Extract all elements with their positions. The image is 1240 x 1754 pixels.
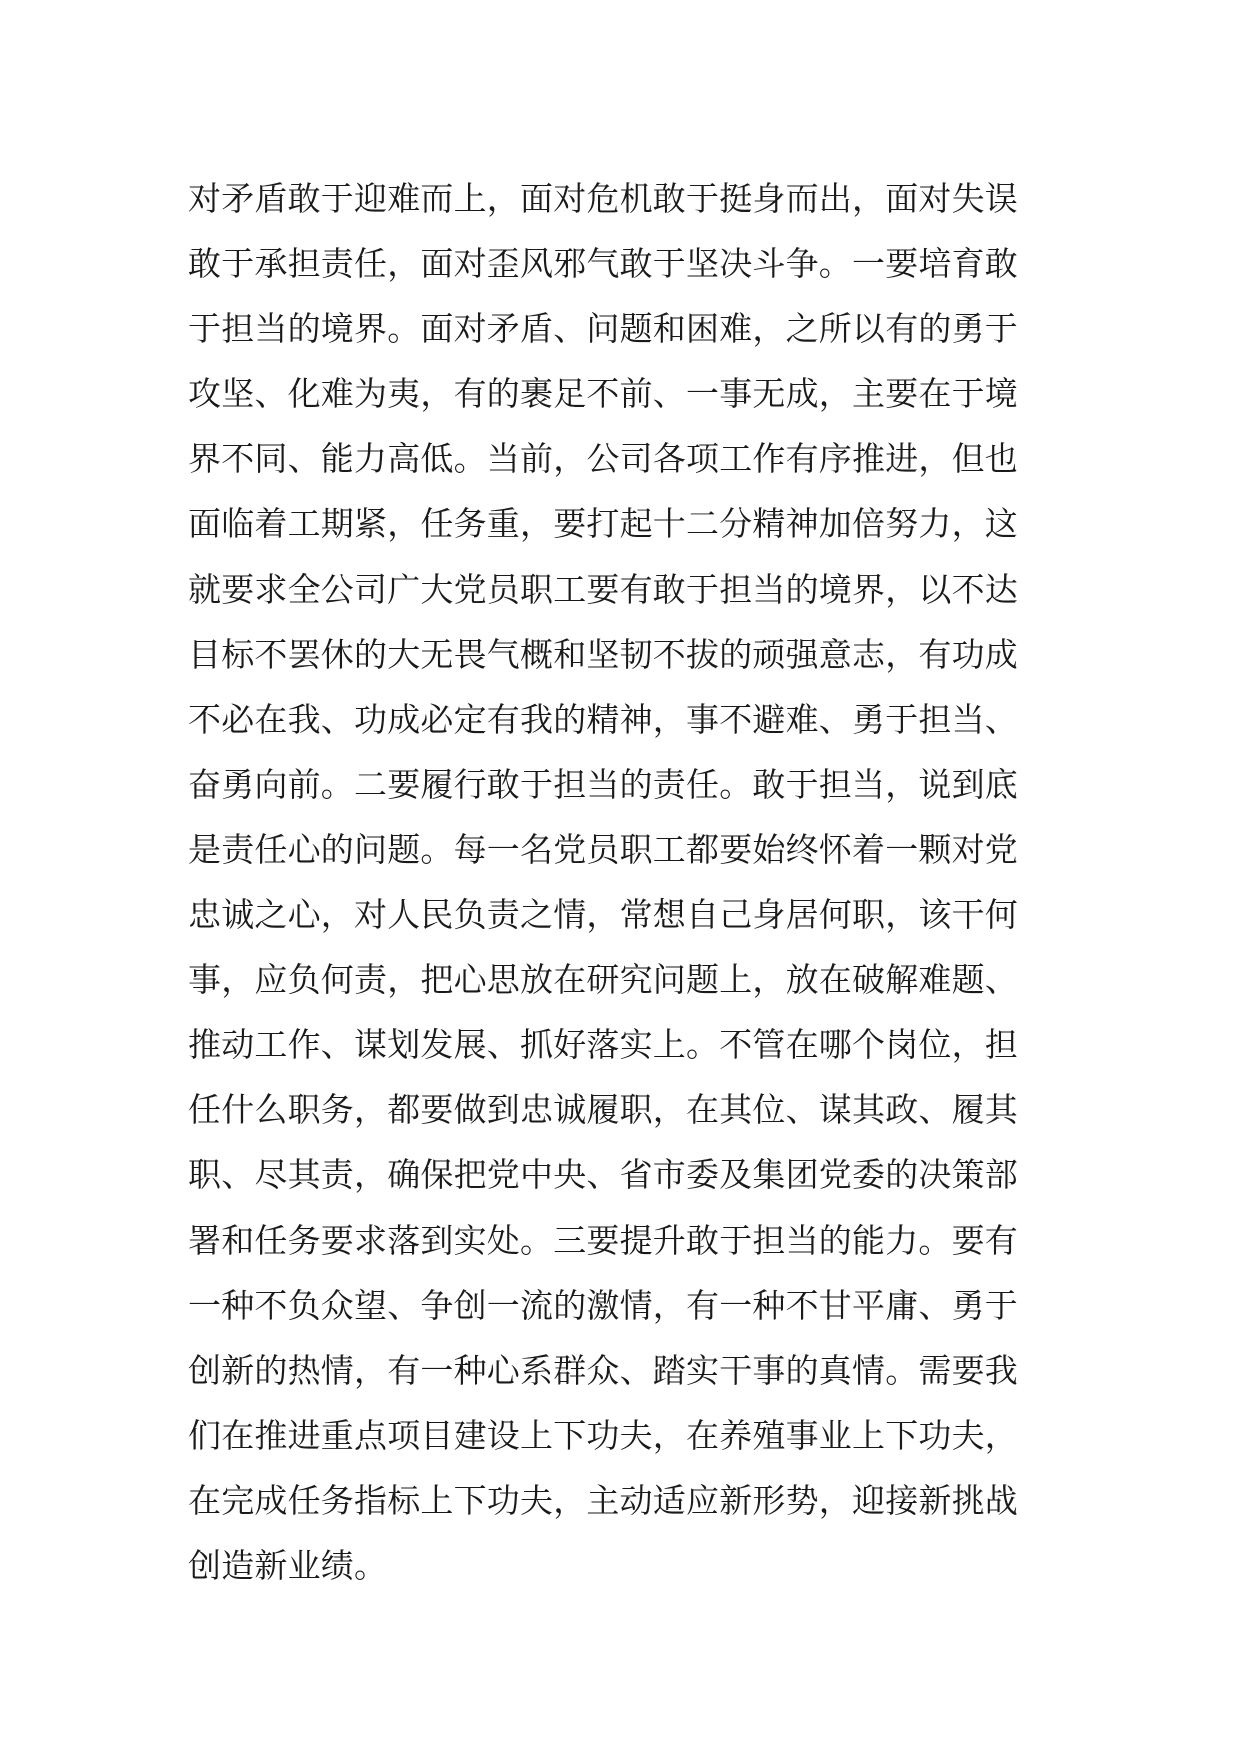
text-line: 忠诚之心，对人民负责之情，常想自己身居何职，该干何 (188, 895, 1018, 935)
body-paragraph (188, 166, 1068, 1598)
text-line: 不必在我、功成必定有我的精神，事不避难、勇于担当、 (188, 699, 1018, 739)
text-line: 就要求全公司广大党员职工要有敢于担当的境界，以不达 (188, 569, 1018, 609)
text-line: 奋勇向前。二要履行敢于担当的责任。敢于担当，说到底 (188, 764, 1018, 804)
text-line: 界不同、能力高低。当前，公司各项工作有序推进，但也 (188, 439, 1018, 479)
text-line: 署和任务要求落到实处。三要提升敢于担当的能力。要有 (188, 1220, 1018, 1260)
text-line: 敢于承担责任，面对歪风邪气敢于坚决斗争。一要培育敢 (188, 244, 1018, 284)
text-line: 是责任心的问题。每一名党员职工都要始终怀着一颗对党 (188, 829, 1018, 869)
text-line: 创造新业绩。 (188, 1545, 388, 1585)
text-line: 们在推进重点项目建设上下功夫，在养殖事业上下功夫， (188, 1415, 1018, 1455)
text-line: 在完成任务指标上下功夫，主动适应新形势，迎接新挑战 (188, 1480, 1018, 1520)
text-line: 创新的热情，有一种心系群众、踏实干事的真情。需要我 (188, 1350, 1018, 1390)
text-line: 职、尽其责，确保把党中央、省市委及集团党委的决策部 (188, 1155, 1018, 1195)
text-line: 目标不罢休的大无畏气概和坚韧不拔的顽强意志，有功成 (188, 634, 1018, 674)
text-line: 攻坚、化难为夷，有的裹足不前、一事无成，主要在于境 (188, 374, 1018, 414)
text-line: 推动工作、谋划发展、抓好落实上。不管在哪个岗位，担 (188, 1025, 1018, 1065)
text-line: 任什么职务，都要做到忠诚履职，在其位、谋其政、履其 (188, 1090, 1018, 1130)
text-line: 一种不负众望、争创一流的激情，有一种不甘平庸、勇于 (188, 1285, 1018, 1325)
text-line: 于担当的境界。面对矛盾、问题和困难，之所以有的勇于 (188, 309, 1018, 349)
text-line: 对矛盾敢于迎难而上，面对危机敢于挺身而出，面对失误 (188, 179, 1018, 218)
text-line: 事，应负何责，把心思放在研究问题上，放在破解难题、 (188, 960, 1018, 1000)
text-line: 面临着工期紧，任务重，要打起十二分精神加倍努力，这 (188, 504, 1018, 544)
